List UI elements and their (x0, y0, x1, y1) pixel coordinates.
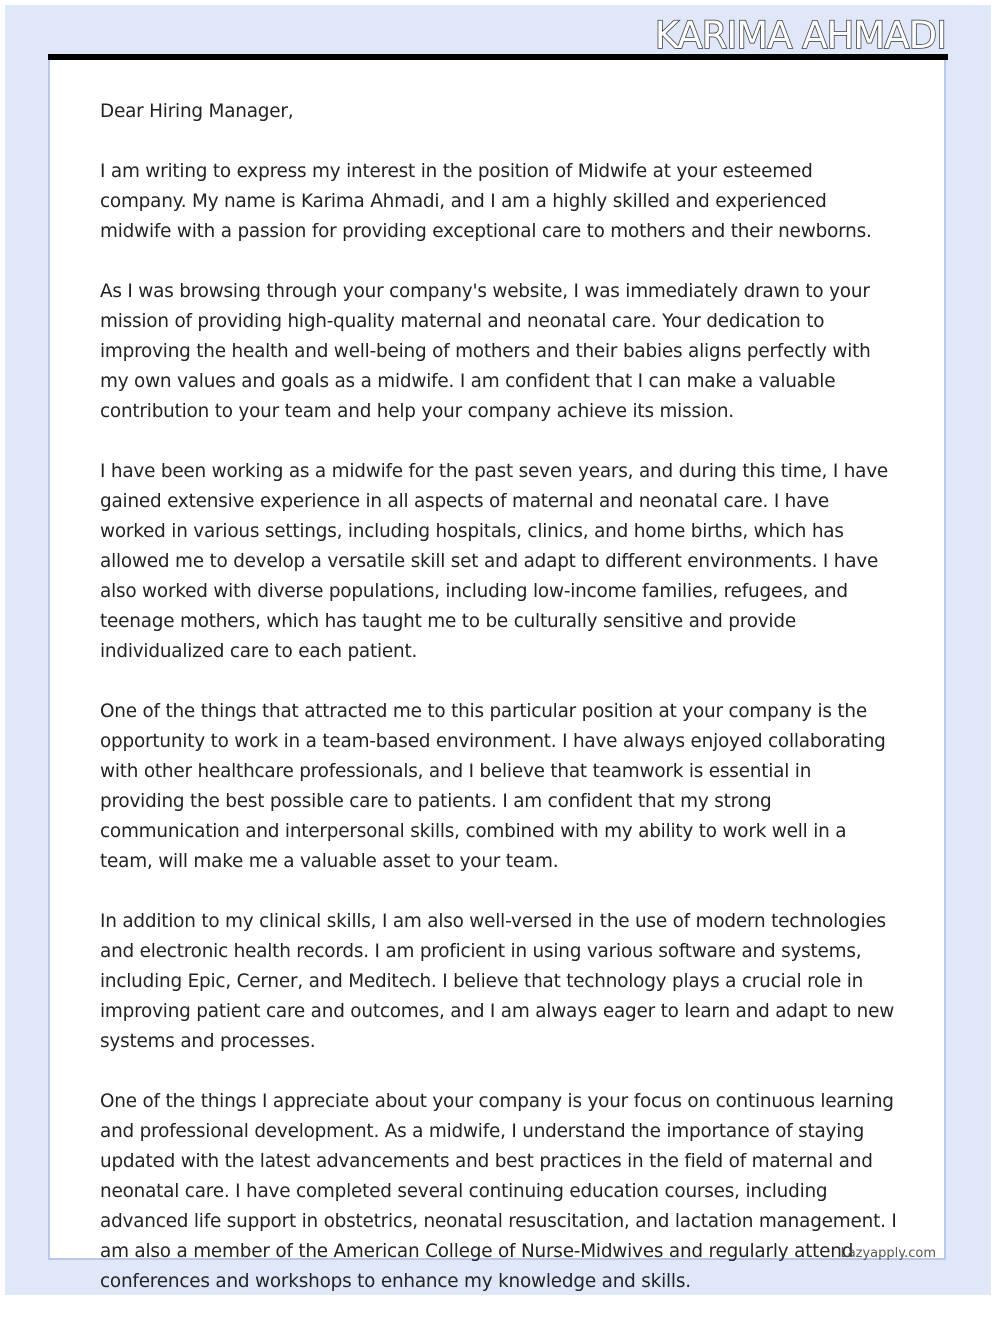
paragraph-4: One of the things that attracted me to this particular position at your company is the opportunity to work in a team-based environment. I have always enjoyed collaborating with other healthcare professionals, and I believe that teamwork is essential in providing the best possible care to patients. I am confident that my strong communication and interpersonal skills, combined with my ability to work well in a team, will make me a valuable asset to your team. (100, 701, 886, 872)
salutation: Dear Hiring Manager, (100, 101, 294, 122)
paragraph-5: In addition to my clinical skills, I am also well-versed in the use of modern technologies and electronic health records. I am proficient in using various software and systems, including Epic, Cerner, and Meditech. I believe that technology plays a crucial role in improving patient care and outcomes, and I am always eager to learn and adapt to new systems and processes. (100, 911, 895, 1052)
paragraph-6: One of the things I appreciate about your company is your focus on continuous learning and professional development. As a midwife, I understand the importance of staying updated with the latest advancements and best practices in the field of maternal and neonatal care. I have completed several continuing education courses, including advanced life support in obstetrics, neonatal resuscitation, and lactation management. I am also a member of the American College of Nurse-Midwives and regularly attend conferences and workshops to enhance my knowledge and skills. (100, 1091, 897, 1292)
paragraph-3: I have been working as a midwife for the past seven years, and during this time, I have gained extensive experience in all aspects of maternal and neonatal care. I have worked in various settings, including hospitals, clinics, and home births, which has allowed me to develop a versatile skill set and adapt to different environments. I have also worked with diverse populations, including low-income families, refugees, and teenage mothers, which has taught me to be culturally sensitive and provide individualized care to each patient. (100, 461, 889, 662)
paragraph-2: As I was browsing through your company's website, I was immediately drawn to your mission of providing high-quality maternal and neonatal care. Your dedication to improving the health and well-being of mothers and their babies aligns perfectly with my own values and goals as a midwife. I am confident that I can make a valuable contribution to your team and help your company achieve its mission. (100, 281, 871, 422)
watermark: Lazyapply.com (840, 1246, 936, 1261)
candidate-name: KARIMA AHMADI (654, 14, 946, 57)
cover-letter-body (100, 97, 900, 1327)
paragraph-1: I am writing to express my interest in the position of Midwife at your esteemed company. My name is Karima Ahmadi, and I am a highly skilled and experienced midwife with a passion for providing exceptional care to mothers and their newborns. (100, 161, 872, 242)
